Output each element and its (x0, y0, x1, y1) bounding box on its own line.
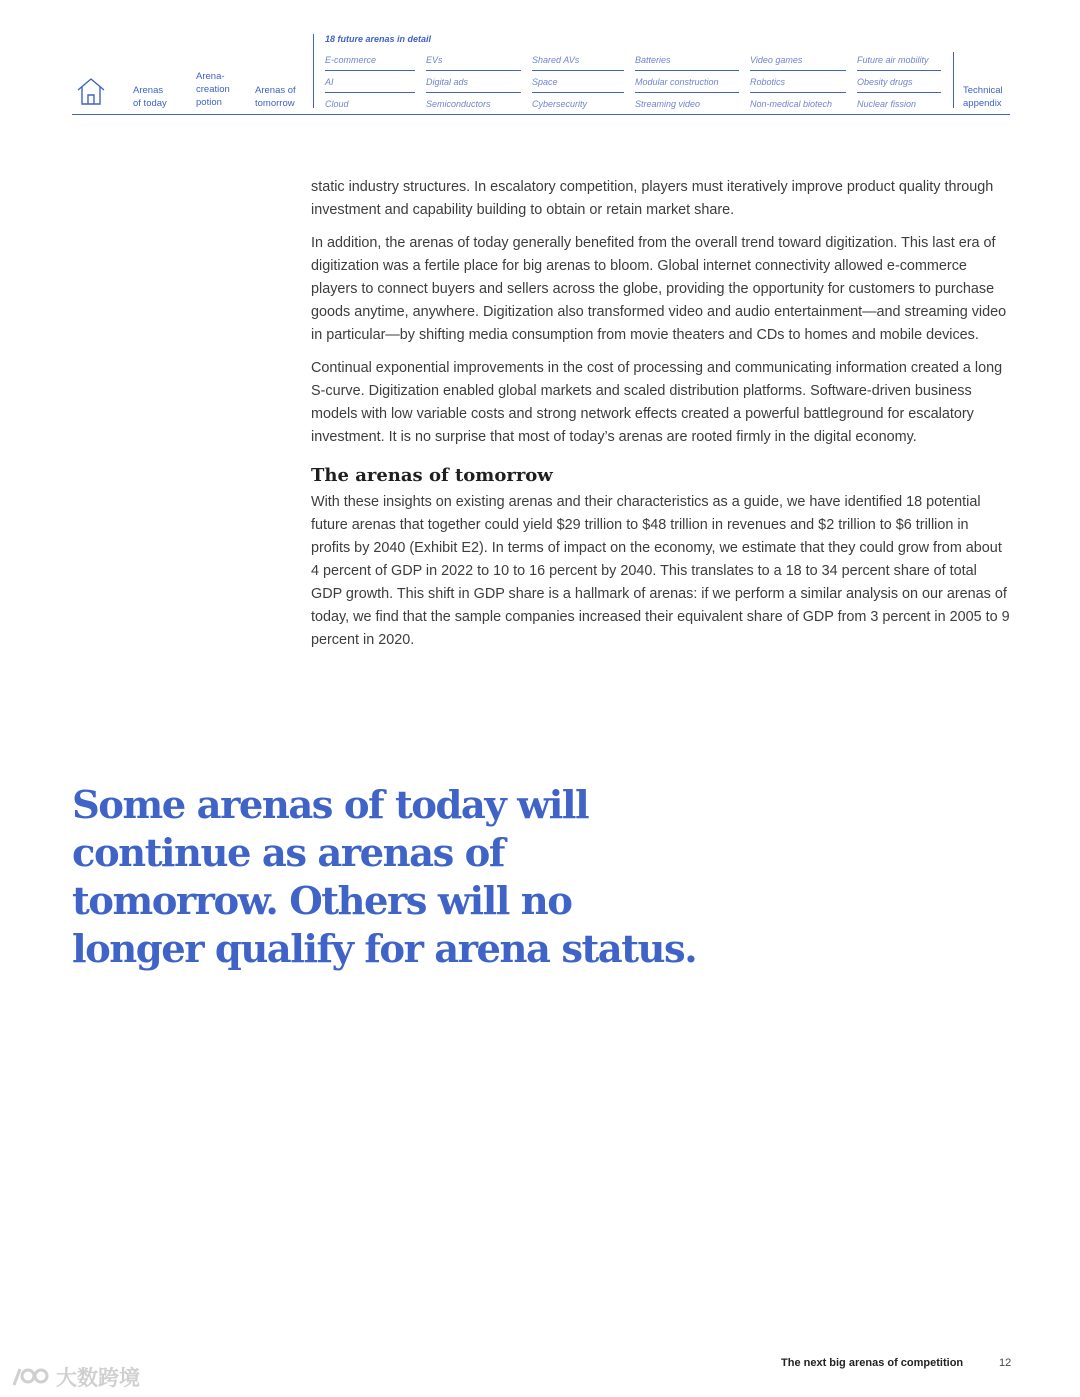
arena-link[interactable]: E-commerce (325, 50, 415, 71)
arena-link[interactable]: Space (532, 72, 624, 93)
paragraph-2: In addition, the arenas of today generally benefited from the overall trend toward digitization. This last era of digitization was a fertile place for big arenas to bloom. Global internet connectivity allowed e-commerce players to connect buyers and sellers across the globe, providing the opportunity for customers to purchase goods anytime, anywhere. Digitization also transformed video and audio entertainment—and streaming video in particular—by shifting media consumption from movie theaters and CDs to homes and mobile devices. (311, 235, 1007, 343)
pull-quote: Some arenas of today will continue as arenas of tomorrow. Others will no longer qualify for arena status. (72, 783, 697, 972)
nav-arenas-of-tomorrow[interactable]: Arenas of tomorrow (255, 85, 296, 109)
nav-arenas-of-today[interactable]: Arenas of today (133, 85, 167, 109)
home-icon (76, 76, 106, 106)
arena-link[interactable]: Nuclear fission (857, 99, 917, 109)
arena-link[interactable]: Non-medical biotech (750, 99, 833, 109)
arena-link[interactable]: Cloud (325, 99, 349, 109)
nav-technical-appendix[interactable]: Technical appendix (963, 85, 1003, 109)
arena-link[interactable]: Batteries (635, 50, 739, 71)
watermark (10, 1364, 140, 1390)
article-body (311, 176, 1011, 662)
arena-link[interactable]: Modular construction (635, 72, 739, 93)
arena-link[interactable]: Obesity drugs (857, 72, 941, 93)
future-arenas-detail-title: 18 future arenas in detail (325, 34, 432, 44)
nav-bottom-rule (72, 114, 1010, 115)
watermark-text: 大数跨境 (56, 1367, 140, 1390)
arena-link[interactable]: Digital ads (426, 72, 521, 93)
paragraph-3: Continual exponential improvements in the cost of processing and communicating information created a long S-curve. Digitization enabled global markets and scaled distribution platforms. Software-driven business models with low variable costs and strong network effects created a powerful battleground for escalatory investment. It is no surprise that most of today’s arenas are rooted firmly in the digital economy. (311, 360, 1003, 445)
arena-link[interactable]: Future air mobility (857, 50, 941, 71)
arena-link[interactable]: Semiconductors (426, 99, 491, 109)
paragraph-1: static industry structures. In escalatory competition, players must iteratively improve product quality through investment and capability building to obtain or retain market share. (311, 179, 994, 218)
top-navigation (0, 0, 1080, 120)
page-number: 12 (999, 1357, 1012, 1369)
arena-link[interactable]: Robotics (750, 72, 846, 93)
arena-link[interactable]: Cybersecurity (532, 99, 588, 109)
home-button[interactable] (76, 76, 106, 106)
arena-link[interactable]: Video games (750, 50, 846, 71)
arena-link[interactable]: Shared AVs (532, 50, 624, 71)
watermark-logo-icon (10, 1365, 50, 1389)
arena-link[interactable]: EVs (426, 50, 521, 71)
section-heading: The arenas of tomorrow (311, 465, 553, 486)
footer-report-title: The next big arenas of competition (781, 1357, 964, 1369)
arena-link[interactable]: AI (325, 72, 415, 93)
arena-link[interactable]: Streaming video (635, 99, 701, 109)
nav-arena-creation-potion[interactable]: Arena- creation potion (196, 71, 230, 108)
nav-divider-left (313, 34, 314, 108)
paragraph-4: With these insights on existing arenas and their characteristics as a guide, we have identified 18 potential future arenas that together could yield $29 trillion to $48 trillion in revenues and $2 trillion to $6 trillion in profits by 2040 (Exhibit E2). In terms of impact on the economy, we estimate that they could grow from about 4 percent of GDP in 2022 to 10 to 16 percent by 2040. This translates to a 18 to 34 percent share of total GDP growth. This shift in GDP share is a hallmark of arenas: if we perform a similar analysis on our arenas of today, we find that the sample companies increased their equivalent share of GDP from 3 percent in 2005 to 9 percent in 2020. (311, 494, 1010, 648)
nav-divider-right (953, 52, 954, 108)
